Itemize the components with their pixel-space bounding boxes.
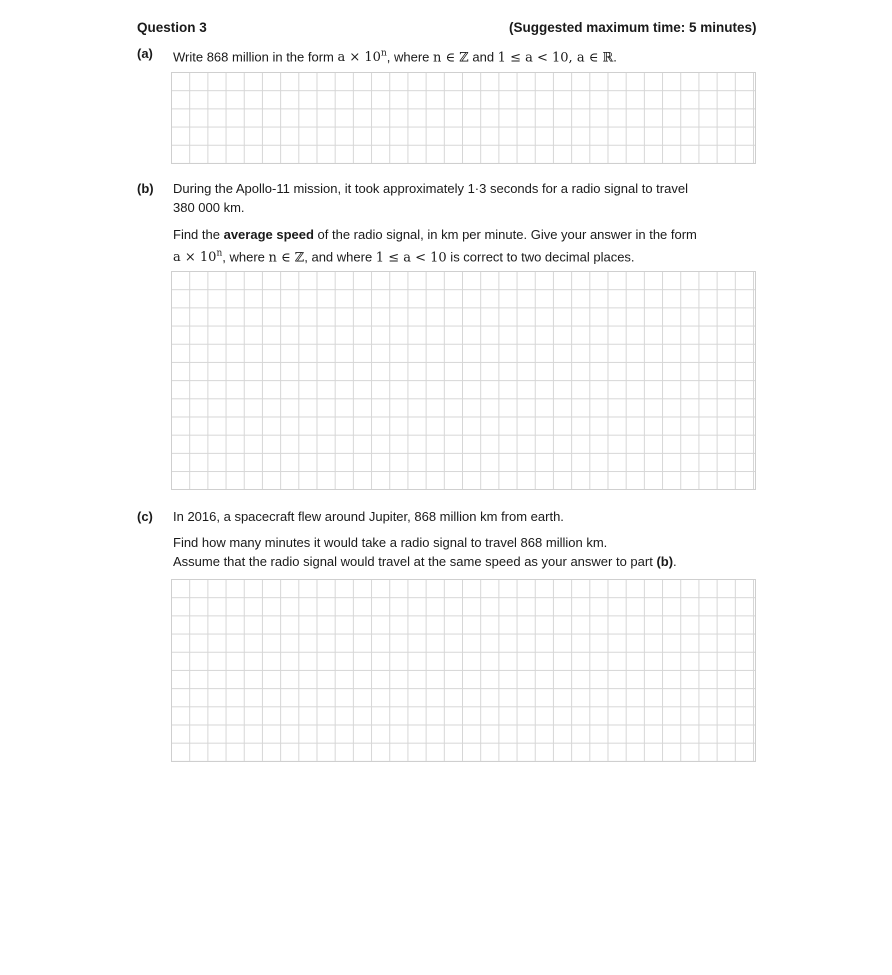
part-b-line-4-text-1: , where <box>222 249 269 265</box>
part-a-question <box>173 45 617 67</box>
part-c-label: (c) <box>137 509 153 524</box>
part-b-math-2: n ∈ ℤ <box>268 250 305 266</box>
part-b-line-4-text-3: is correct to two decimal places. <box>446 249 635 265</box>
part-c-line-3 <box>173 553 677 571</box>
part-a-answer-grid[interactable] <box>171 72 756 164</box>
part-a-text-1: Write 868 million in the form <box>173 49 338 65</box>
part-b-line-4-text-2: , and where <box>304 249 376 265</box>
part-b-line-4 <box>173 245 635 267</box>
part-b-line-2: 380 000 km. <box>173 200 245 215</box>
part-c-line-2: Find how many minutes it would take a radio signal to travel 868 million km. <box>173 535 608 550</box>
part-b-line-3-post: of the radio signal, in km per minute. Give your answer in the form <box>313 227 697 242</box>
part-b-label: (b) <box>137 181 154 196</box>
part-c-line-3-post: . <box>673 554 677 569</box>
part-b-line-3 <box>173 226 697 244</box>
suggested-time: (Suggested maximum time: 5 minutes) <box>509 20 757 35</box>
part-a-math-1 <box>338 50 387 65</box>
part-a-text-2: , where <box>386 49 433 65</box>
part-a-math-3: 1 ≤ a < 10, a ∈ ℝ <box>497 50 614 66</box>
part-c-line-3-pre: Assume that the radio signal would travel at the same speed as your answer to part <box>173 554 657 569</box>
part-b-math-1-base: a × 10 <box>173 250 217 266</box>
part-a-math-2: n ∈ ℤ <box>433 50 469 66</box>
part-a-text-3: and <box>468 49 498 65</box>
part-b-line-3-bold: average speed <box>223 227 314 242</box>
part-b-math-1 <box>173 250 222 265</box>
question-title: Question 3 <box>137 20 207 35</box>
part-c-line-3-bold: (b) <box>656 554 674 569</box>
part-a-text-4: . <box>613 49 617 65</box>
part-a-label: (a) <box>137 46 153 61</box>
part-b-math-3: 1 ≤ a < 10 <box>375 250 447 266</box>
part-c-line-1: In 2016, a spacecraft flew around Jupiter, 868 million km from earth. <box>173 509 564 524</box>
part-a-math-1-exp: n <box>380 49 387 59</box>
part-b-math-1-exp: n <box>216 249 223 259</box>
part-b-line-3-pre: Find the <box>173 227 224 242</box>
part-a-math-1-base: a × 10 <box>337 50 381 66</box>
part-b-answer-grid[interactable] <box>171 271 756 490</box>
part-c-answer-grid[interactable] <box>171 579 756 762</box>
part-b-line-1: During the Apollo-11 mission, it took approximately 1·3 seconds for a radio signal to travel <box>173 181 688 196</box>
